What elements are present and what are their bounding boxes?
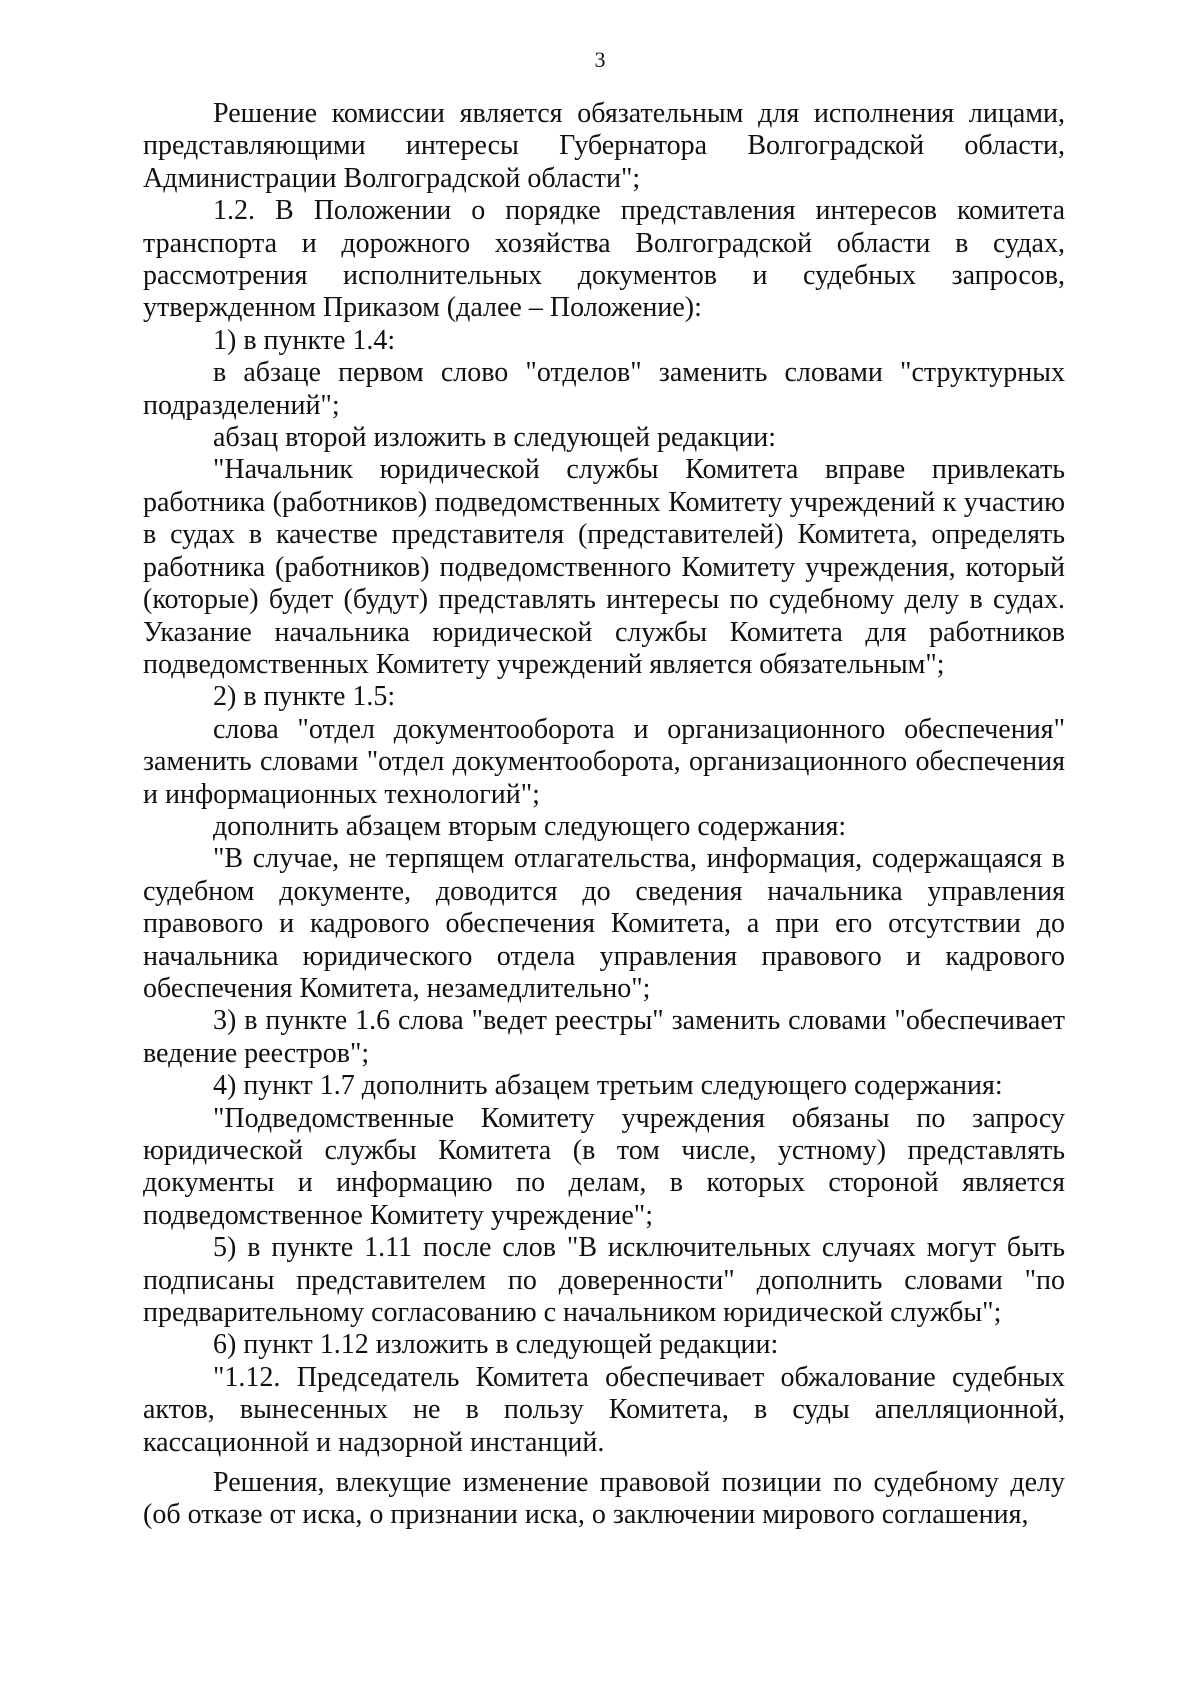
paragraph-second-abzats-restate: абзац второй изложить в следующей редакции: (213, 422, 777, 454)
paragraph-item-1-12: 6) пункт 1.12 изложить в следующей редакции: (213, 1329, 779, 1361)
paragraph-first-abzats-replace: в абзаце первом слово "отделов" заменить словами "структурных подразделений"; (143, 357, 1065, 421)
paragraph-decisions-legal-position: Решения, влекущие изменение правовой позиции по судебному делу (об отказе от иска, о признании иска, о заключении мирового соглашения, (143, 1467, 1065, 1531)
paragraph-commission-decision: Решение комиссии является обязательным для исполнения лицами, представляющими интересы Губернатора Волгоградской области, Администрации Волгоградской области"; (143, 98, 1065, 194)
paragraph-item-1-5: 2) в пункте 1.5: (213, 681, 396, 713)
paragraph-replace-department-name: слова "отдел документооборота и организационного обеспечения" заменить словами "отдел документооборота, организационного обеспечения и информационных технологий"; (143, 713, 1065, 810)
paragraph-head-of-legal-service: "Начальник юридической службы Комитета вправе привлекать работника (работников) подведомственных Комитету учреждений к участию в судах в качестве представителя (представителей) Комитета, определять работника (работников) подведомственного Комитету учреждения, который (которые) будет (будут) представлять интересы по судебному делу в судах. Указание начальника юридической службы Комитета для работников подведомственных Комитету учреждений является обязательным"; (143, 454, 1065, 680)
paragraph-item-1-11: 5) в пункте 1.11 после слов "В исключительных случаях могут быть подписаны представителем по доверенности" дополнить словами "по предварительному согласованию с начальником юридической службы"; (143, 1232, 1065, 1329)
paragraph-item-1-6: 3) в пункте 1.6 слова "ведет реестры" заменить словами "обеспечивает ведение реестров"; (143, 1005, 1065, 1069)
document-body (143, 98, 1065, 1532)
paragraph-urgent-information: "В случае, не терпящем отлагательства, информация, содержащаяся в судебном документе, доводится до сведения начальника управления правового и кадрового обеспечения Комитета, а при его отсутствии до начальника юридического отдела управления правового и кадрового обеспечения Комитета, незамедлительно"; (143, 843, 1065, 1004)
paragraph-add-second-abzats: дополнить абзацем вторым следующего содержания: (213, 810, 847, 842)
paragraph-item-1-4: 1) в пункте 1.4: (213, 324, 396, 356)
paragraph-subordinate-institutions: "Подведомственные Комитету учреждения обязаны по запросу юридической службы Комитета (в том числе, устному) представлять документы и информацию по делам, в которых стороной является подведомственное Комитету учреждение"; (143, 1102, 1065, 1231)
page-number: 3 (594, 47, 606, 72)
paragraph-1-2-regulation: 1.2. В Положении о порядке представления интересов комитета транспорта и дорожного хозяйства Волгоградской области в судах, рассмотрения исполнительных документов и судебных запросов, утвержденном Приказом (далее – Положение): (143, 195, 1065, 324)
paragraph-1-12-chairman-appeals: "1.12. Председатель Комитета обеспечивает обжалование судебных актов, вынесенных не в пользу Комитета, в суды апелляционной, кассационной и надзорной инстанций. (143, 1361, 1065, 1458)
paragraph-item-1-7: 4) пункт 1.7 дополнить абзацем третьим следующего содержания: (213, 1070, 1003, 1102)
